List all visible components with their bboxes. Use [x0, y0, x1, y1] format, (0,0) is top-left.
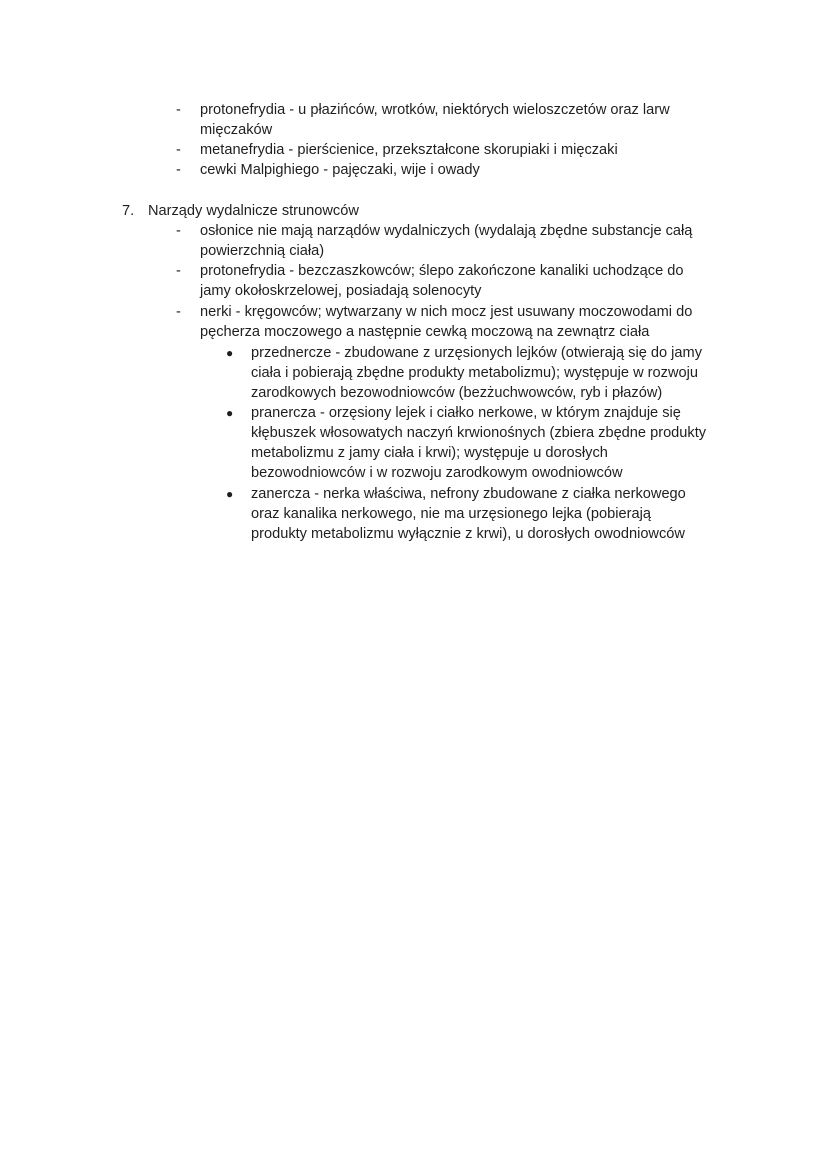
- bullet-item-text: pranercza - orzęsiony lejek i ciałko nerkowe, w którym znajduje się kłębuszek włosowatych naczyń krwionośnych (zbiera zbędne produkty metabolizmu z jamy ciała i krwi); występuje u dorosłych bezowodniowców i w rozwoju zarodkowym owodniowców: [251, 405, 707, 481]
- dash-marker: -: [176, 142, 181, 158]
- list-item-text: protonefrydia - u płazińców, wrotków, niektórych wieloszczetów oraz larw mięczaków: [200, 102, 670, 138]
- bullet-icon: ●: [226, 346, 234, 360]
- list-item-text: cewki Malpighiego - pajęczaki, wije i owady: [200, 162, 480, 178]
- dash-marker: -: [176, 162, 181, 178]
- bullet-icon: ●: [226, 406, 234, 420]
- section-number: 7.: [122, 203, 135, 219]
- bullet-item-text: zanercza - nerka właściwa, nefrony zbudowane z ciałka nerkowego oraz kanalika nerkowego, nie ma urzęsionego lejka (pobierają produkty metabolizmu wyłącznie z krwi), u dorosłych owodniowców: [251, 486, 686, 542]
- list-item-text: metanefrydia - pierścienice, przekształcone skorupiaki i mięczaki: [200, 142, 618, 158]
- dash-marker: -: [176, 223, 181, 239]
- list-item-text: osłonice nie mają narządów wydalniczych (wydalają zbędne substancje całą powierzchnią ciała): [200, 223, 693, 259]
- dash-marker: -: [176, 102, 181, 118]
- dash-marker: -: [176, 263, 181, 279]
- bullet-item-text: przednercze - zbudowane z urzęsionych lejków (otwierają się do jamy ciała i pobierają zbędne produkty metabolizmu); występuje w rozwoju zarodkowych bezowodniowców (bezżuchwowców, ryb i płazów): [251, 345, 702, 401]
- dash-marker: -: [176, 304, 181, 320]
- list-item-text: nerki - kręgowców; wytwarzany w nich mocz jest usuwany moczowodami do pęcherza moczowego a następnie cewką moczową na zewnątrz ciała: [200, 304, 693, 340]
- section-title: Narządy wydalnicze strunowców: [148, 203, 359, 219]
- list-item-text: protonefrydia - bezczaszkowców; ślepo zakończone kanaliki uchodzące do jamy okołoskrzelowej, posiadają solenocyty: [200, 263, 684, 299]
- bullet-icon: ●: [226, 487, 234, 501]
